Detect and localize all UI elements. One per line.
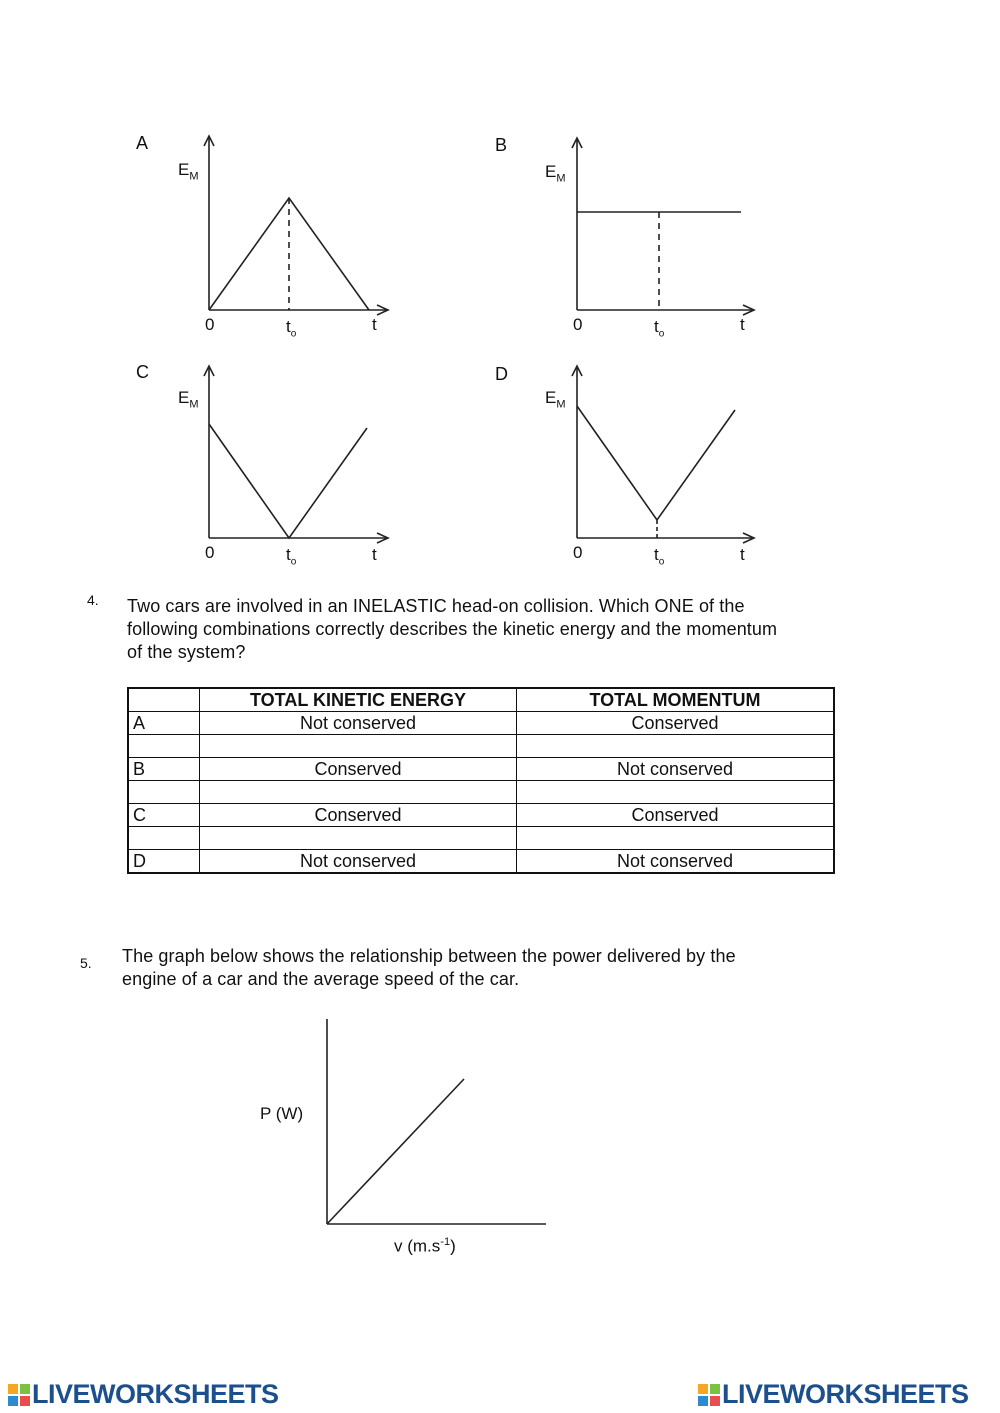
brand-text-right: LIVEWORKSHEETS (722, 1379, 969, 1409)
graph-d-origin: 0 (573, 543, 583, 562)
q4-text-line2: following combinations correctly describes the kinetic energy and the momentum (127, 619, 778, 639)
table-cell: A (128, 712, 200, 735)
table-cell: Conserved (200, 758, 517, 781)
graph-c-letter: C (136, 362, 149, 382)
table-cell (128, 781, 200, 804)
graph-d-plot (563, 358, 763, 553)
table-cell (128, 735, 200, 758)
table-header-cell: TOTAL MOMENTUM (517, 688, 835, 712)
q5-plot (320, 1015, 555, 1230)
graph-c-curve (209, 424, 367, 538)
table-cell (517, 735, 835, 758)
graph-d-t0: $t_o$ (654, 545, 665, 568)
q4-text-line3: of the system? (127, 642, 246, 662)
q4-number: 4. (87, 592, 99, 608)
table-row (128, 850, 834, 874)
graph-a-t0: $t_o$ (286, 317, 297, 340)
table-cell: Not conserved (517, 850, 835, 874)
graph-d-y-label: $E_M$ (545, 388, 566, 411)
table-row (128, 804, 834, 827)
graph-b-letter: B (495, 135, 508, 155)
graph-b-t: t (740, 315, 745, 334)
table-header-cell (128, 688, 200, 712)
brand-logo-right (698, 1379, 969, 1410)
table-cell: Not conserved (200, 712, 517, 735)
q5-number: 5. (80, 955, 92, 971)
table-cell: D (128, 850, 200, 874)
graph-d-curve (577, 406, 735, 520)
table-cell: Conserved (517, 804, 835, 827)
graph-c-plot (195, 358, 395, 553)
graph-a-t: t (372, 315, 377, 334)
q5-series-line (327, 1079, 464, 1224)
q5-text (122, 945, 842, 991)
q5-text-line1: The graph below shows the relationship between the power delivered by the (122, 946, 736, 966)
table-cell: Not conserved (517, 758, 835, 781)
table-cell (200, 827, 517, 850)
graph-b-y-label: $E_M$ (545, 162, 566, 185)
graph-c-t: t (372, 545, 377, 564)
graph-a-y-label: $E_M$ (178, 160, 199, 183)
brand-logo-left (8, 1379, 279, 1410)
q5-text-line2: engine of a car and the average speed of the car. (122, 969, 520, 989)
table-cell (200, 781, 517, 804)
table-cell: C (128, 804, 200, 827)
table-cell (517, 781, 835, 804)
table-row (128, 781, 834, 804)
table-row (128, 735, 834, 758)
table-cell: Conserved (200, 804, 517, 827)
table-cell: Conserved (517, 712, 835, 735)
table-row (128, 758, 834, 781)
graph-c-origin: 0 (205, 543, 215, 562)
graph-b-origin: 0 (573, 315, 583, 334)
q4-text (127, 595, 847, 664)
table-cell (128, 827, 200, 850)
liveworksheets-logo-icon (8, 1384, 30, 1406)
graph-a-origin: 0 (205, 315, 215, 334)
graph-b-t0: $t_o$ (654, 317, 665, 340)
graph-d-letter: D (495, 364, 508, 384)
table-cell (517, 827, 835, 850)
brand-text-left: LIVEWORKSHEETS (32, 1379, 279, 1409)
graph-a-plot (195, 130, 395, 325)
q4-text-line1: Two cars are involved in an INELASTIC head-on collision. Which ONE of the (127, 596, 745, 616)
q5-y-label: P (W) (260, 1104, 304, 1123)
table-row (128, 827, 834, 850)
table-header-row (128, 688, 834, 712)
graph-a-letter: A (136, 133, 149, 153)
q5-x-label: v $(m.s^{-1})$ (394, 1236, 456, 1256)
graph-c-y-label: $E_M$ (178, 388, 199, 411)
table-cell: B (128, 758, 200, 781)
table-cell: Not conserved (200, 850, 517, 874)
liveworksheets-logo-icon (698, 1384, 720, 1406)
table-header-cell: TOTAL KINETIC ENERGY (200, 688, 517, 712)
q4-answer-table (127, 687, 835, 874)
table-row (128, 712, 834, 735)
table-cell (200, 735, 517, 758)
graph-d-t: t (740, 545, 745, 564)
graph-b-plot (563, 130, 763, 325)
graph-c-t0: $t_o$ (286, 545, 297, 568)
